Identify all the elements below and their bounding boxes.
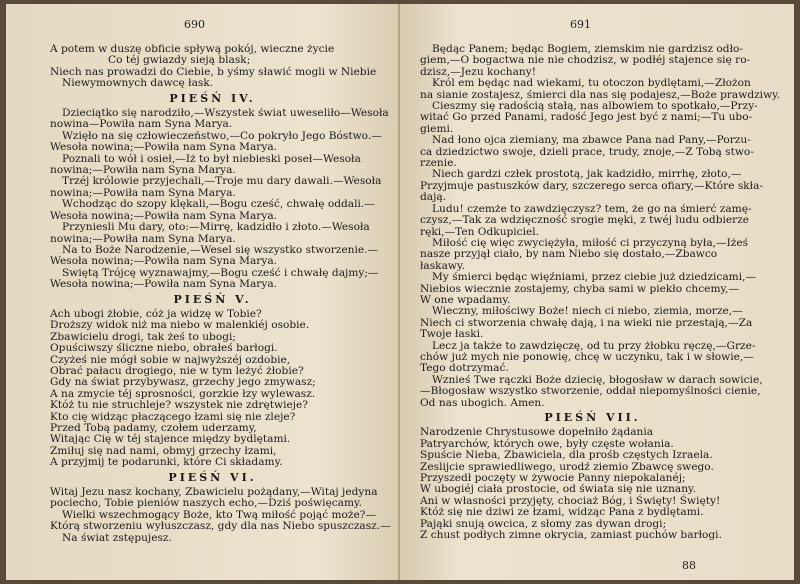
text-line: Przyszedł poczęty w żywocie Panny niepokalanéj;	[420, 472, 686, 485]
page-text	[50, 43, 391, 544]
text-line: Przyjmuje pastuszków dary, szczerego serca ofiary,—Które skła-	[420, 179, 764, 192]
text-line: Od nas ubogich. Amen.	[420, 396, 545, 409]
text-line: Miłość cię więc zwyciężyła, miłość ci przyczyną była,—Iżeś	[432, 236, 749, 249]
text-line: nowina;—Powiła nam Syna Marya.	[50, 186, 236, 199]
text-line: Niebios wiecznie zostajemy, chyba sami w piekło chcemy,—	[420, 282, 740, 295]
text-line: dzisz,—Jezu kochany!	[420, 65, 536, 78]
text-line: Czyżeś nie mógł sobie w najwyższéj ozdobie,	[50, 353, 291, 366]
text-line: Patryarchów, których owe, były częste wołania.	[420, 437, 674, 450]
text-line: Przed Tobą padamy, czołem uderzamy,	[50, 422, 257, 434]
text-line: chów już mych nie ponowię, chcę w uczynku, tak i w słowie,—	[420, 350, 754, 363]
text-line: Wesoła nowina;—Powiła nam Syna Marya.	[50, 255, 278, 268]
text-line: giemi.	[420, 122, 454, 135]
song-heading: PIEŚŃ V.	[173, 292, 252, 306]
text-line: Kto cię widząc płaczącego łzami się nie zleje?	[50, 410, 296, 423]
text-line: na sianie zostajesz, śmierci dla nas się podajesz,—Boże prawdziwy.	[420, 88, 781, 101]
text-line: Na świat zstępujesz.	[62, 531, 172, 544]
text-line: Poznali to wół i osieł,—Iż to był niebieski poseł—Wesoła	[62, 152, 361, 165]
text-line: czysz,—Tak za wdzięczność srogie męki, z twéj ludu odbierze	[420, 214, 750, 227]
text-line: Gdy na świat przybywasz, grzechy jego zmywasz;	[50, 376, 316, 389]
text-line: Wielki wszechmogący Boże, kto Twą miłość pojąć może?—	[62, 508, 377, 521]
text-line: Spuście Nieba, Zbawiciela, dla prośb częstych Izraela.	[420, 449, 713, 462]
song-heading: PIEŚŃ VI.	[168, 470, 257, 484]
text-line: Zmiłuj się nad nami, obmyj grzechy łzami,	[50, 444, 277, 457]
song-heading: PIEŚŃ IV.	[169, 91, 256, 105]
text-line: W one wpadamy.	[420, 293, 511, 306]
text-line: pociecho, Tobie pieniów naszych echo,—Dziś poświęcamy.	[50, 497, 362, 510]
text-line: Ludu! czemże to zawdzięczysz? tem, że go na śmierć zamę-	[432, 202, 752, 215]
text-line: Przyniesli Mu dary, oto:—Mirrę, kadzidło i złoto.—Wesoła	[62, 221, 370, 234]
text-line: Lecz ja także to zawdzięczę, od tu przy żłobku ręczę,—Grze-	[432, 339, 756, 352]
text-line: —Błogosław wszystko stworzenie, oddał niepomyślności cienie,	[420, 385, 761, 398]
text-line: Droższy widok niż ma niebo w malenkiéj osobie.	[50, 319, 310, 332]
text-line: Ani w własności przyjęty, chociaż Bóg, i Święty! Święty!	[420, 494, 721, 507]
right-page	[400, 4, 794, 580]
text-line: witać Go przed Panami, radość Jego jest być z nami;—Tu ubo-	[420, 111, 753, 124]
text-line: Niech nas prowadzi do Ciebie, b yśmy sławić mogli w Niebie	[50, 65, 377, 78]
text-line: Witając Cię w téj stajence między bydlętami.	[50, 433, 291, 446]
text-line: Wesoła nowina;—Powiła nam Syna Marya.	[50, 209, 278, 222]
text-line: Wchodząc do szopy klękali,—Bogu cześć, chwałę oddali.—	[62, 198, 375, 211]
text-line: Niech ci stworzenia chwałę dają, i na wieki nie przestają,—Za	[420, 316, 753, 329]
text-line: ca dziedzictwo swoje, dzieli prace, trudy, znoje,—Z Tobą stwo-	[420, 145, 754, 158]
page-number: 690	[184, 18, 205, 31]
text-line: A przyjmij te podarunki, które Ci składamy.	[50, 456, 283, 469]
text-line: Któż tu nie struchleje? wszystek nie zdrętwieje?	[50, 399, 308, 412]
text-line: Swiętą Trójcę wyznawajmy,—Bogu cześć i chwałę dajmy;—	[62, 266, 379, 279]
text-line: Będąc Panem; będąc Bogiem, ziemskim nie gardzisz odło-	[432, 43, 743, 55]
text-line: nowina—Powiła nam Syna Marya.	[50, 118, 233, 131]
text-line: nowina;—Powiła nam Syna Marya.	[50, 232, 236, 245]
text-line: Zbawicielu drogi, tak żeś to ubogi;	[50, 330, 236, 343]
text-line: Obrać pałacu drogiego, nie w tym leżyć żłobie?	[50, 364, 304, 377]
text-line: Witaj Jezu nasz kochany, Zbawicielu pożądany,—Witaj jedyna	[50, 486, 378, 499]
text-line: Zeslijcie sprawiedliwego, urodź ziemio Zbawcę swego.	[420, 460, 714, 473]
text-line: dają.	[420, 191, 447, 204]
text-line: Tego dotrzymać.	[420, 362, 509, 375]
text-line: Któż się nie dziwi ze łzami, widząc Pana z bydlętami.	[420, 506, 704, 519]
text-line: ręki,—Ten Odkupiciel.	[420, 225, 540, 238]
left-page	[6, 4, 399, 580]
text-line: Nad łono ojca ziemiany, ma zbawce Pana nad Pany,—Porzu-	[432, 134, 751, 147]
text-line: łaskawy.	[420, 259, 465, 272]
text-line: Niech gardzi człek prostotą, jak kadzidło, mirrhę, złoto,—	[432, 168, 742, 181]
text-line: Wznieś Twe rączki Boże dziecię, błogosław w darach sowicie,	[432, 373, 763, 386]
text-line: giem,—O bogactwa nie nie chodzisz, w podłéj stajence się ro-	[420, 54, 751, 67]
song-heading: PIEŚŃ VII.	[544, 411, 641, 424]
text-line: nowina;—Powiła nam Syna Marya.	[50, 164, 236, 177]
page-number: 691	[570, 18, 591, 31]
text-line: My śmierci będąc więźniami, przez ciebie już dziedzicami,—	[432, 271, 757, 284]
text-line: W ubogiéj ciała prostocie, od świata się nie uznany.	[420, 483, 697, 496]
text-line: A potem w duszę obficie spływą pokój, wieczne życie	[50, 43, 335, 55]
text-line: nasze przyjął ciało, by nam Niebo się dostało,—Zbawco	[420, 248, 718, 261]
text-line: rzenie.	[420, 157, 457, 170]
text-line: Ach ubogi żłobie, cóż ja widzę w Tobie?	[50, 307, 262, 320]
text-line: Wzięło na się człowieczeństwo,—Co pokryło Jego Bóstwo.—	[62, 129, 382, 142]
page-text	[420, 43, 781, 542]
text-line: Król em będąc nad wiekami, tu otoczon bydlętami,—Złożon	[432, 77, 751, 90]
text-line: Twoje łaski.	[420, 328, 484, 341]
signature-number: 88	[682, 559, 696, 572]
text-line: Wesoła nowina;—Powiła nam Syna Marya.	[50, 141, 278, 154]
text-line: Z chust podłych zimne okrycia, zamiast puchów barłogi.	[420, 529, 722, 542]
text-line: Narodzenie Chrystusowe dopełniło żądania	[420, 426, 654, 439]
text-line: Którą stworzeniu wyłuszczasz, gdy dla nas Niebo spuszczasz.—	[50, 520, 391, 533]
text-line: Trzéj królowie przyjechali,—Troje mu dary dawali.—Wesoła	[62, 175, 382, 188]
book-spread	[6, 4, 794, 580]
text-line: Pająki snują owcica, z słomy zas dywan drogi;	[420, 517, 667, 530]
text-line: Niewymownych dawcę łask.	[62, 77, 214, 90]
text-line: Wieczny, miłościwy Boże! niech ci niebo, ziemia, morze,—	[432, 305, 743, 318]
text-line: Opuściwszy śliczne niebo, obrałeś barłogi.	[50, 342, 278, 355]
text-line: Wesoła nowina;—Powiła nam Syna Marya.	[50, 278, 278, 291]
text-line: Na to Boże Narodzenie,—Wesel się wszystko stworzenie.—	[62, 243, 379, 256]
text-line: Dzieciątko się narodziło,—Wszystek świat uweseliło—Wesoła	[62, 107, 389, 120]
text-line: Co téj gwiazdy sieją blask;	[108, 54, 251, 67]
text-line: A na zmycie téj sprosności, gorzkie łzy wylewasz.	[50, 387, 316, 400]
text-line: Cieszmy się radością stałą, nas albowiem to spotkało,—Przy-	[432, 100, 758, 113]
